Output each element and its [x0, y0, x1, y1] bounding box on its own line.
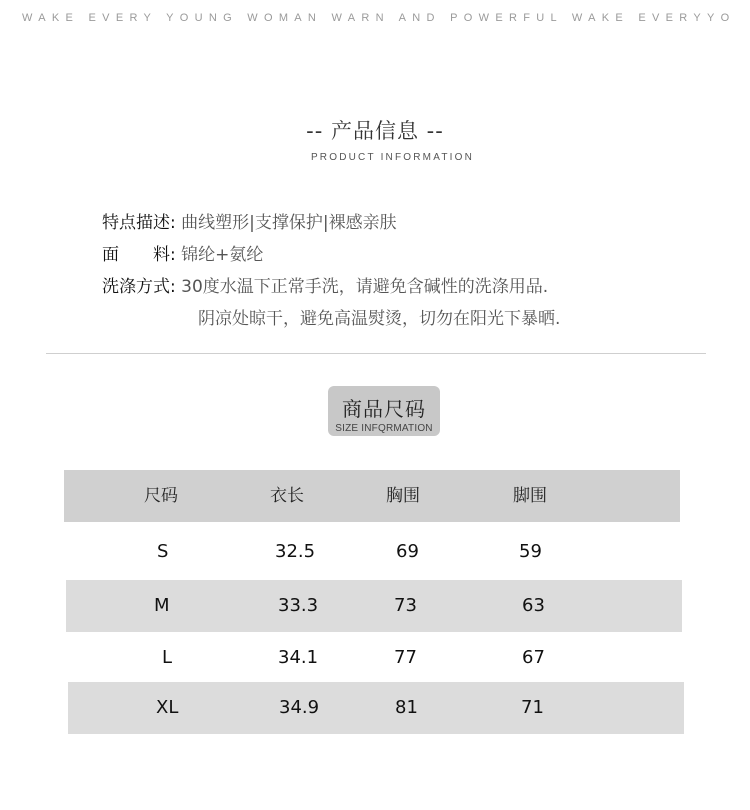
header-length: 衣长 [270, 486, 304, 506]
product-info-title: -- 产品信息 -- [306, 119, 444, 143]
cell-size: L [162, 647, 173, 668]
size-info-title: 商品尺码 [342, 397, 426, 421]
cell-chest: 69 [396, 541, 419, 562]
info-label: 洗涤方式: [102, 277, 176, 297]
cell-ankle: 71 [521, 697, 544, 718]
table-row [66, 580, 682, 632]
info-label: 特点描述: [102, 213, 176, 233]
cell-length: 32.5 [275, 541, 316, 562]
header-size: 尺码 [144, 486, 178, 506]
info-label: 面 料: [102, 245, 176, 265]
size-info-subtitle: SIZE INFQRMATION [335, 423, 433, 434]
info-row-features [102, 208, 397, 233]
header-ankle: 脚围 [513, 486, 547, 506]
size-table-header [64, 470, 680, 522]
cell-length: 34.1 [278, 647, 319, 668]
slogan-banner: WAKE EVERY YOUNG WOMAN WARN AND POWERFUL WAKE EVERYYO [22, 12, 736, 24]
cell-size: S [157, 541, 169, 562]
cell-chest: 73 [394, 595, 417, 616]
cell-chest: 81 [395, 697, 418, 718]
cell-size: M [154, 595, 170, 616]
cell-size: XL [156, 697, 179, 718]
section-divider [46, 353, 706, 354]
cell-length: 34.9 [279, 697, 320, 718]
info-value: 曲线塑形|支撑保护|裸感亲肤 [181, 213, 397, 233]
info-value: 30度水温下正常手洗，请避免含碱性的洗涤用品. [181, 277, 549, 297]
info-value: 锦纶+氨纶 [181, 245, 264, 265]
header-chest: 胸围 [386, 486, 420, 506]
table-row [64, 526, 680, 578]
cell-ankle: 63 [522, 595, 545, 616]
table-row [68, 682, 684, 734]
table-row [66, 632, 682, 684]
cell-ankle: 67 [522, 647, 545, 668]
info-row-fabric [102, 240, 263, 265]
cell-length: 33.3 [278, 595, 319, 616]
cell-chest: 77 [394, 647, 417, 668]
info-row-washing [102, 272, 548, 297]
info-washing-line-2: 阴凉处晾干，避免高温熨烫，切勿在阳光下暴晒. [198, 309, 561, 329]
product-info-subtitle: PRODUCT INFORMATION [310, 152, 475, 163]
size-info-badge [328, 386, 440, 436]
cell-ankle: 59 [519, 541, 542, 562]
